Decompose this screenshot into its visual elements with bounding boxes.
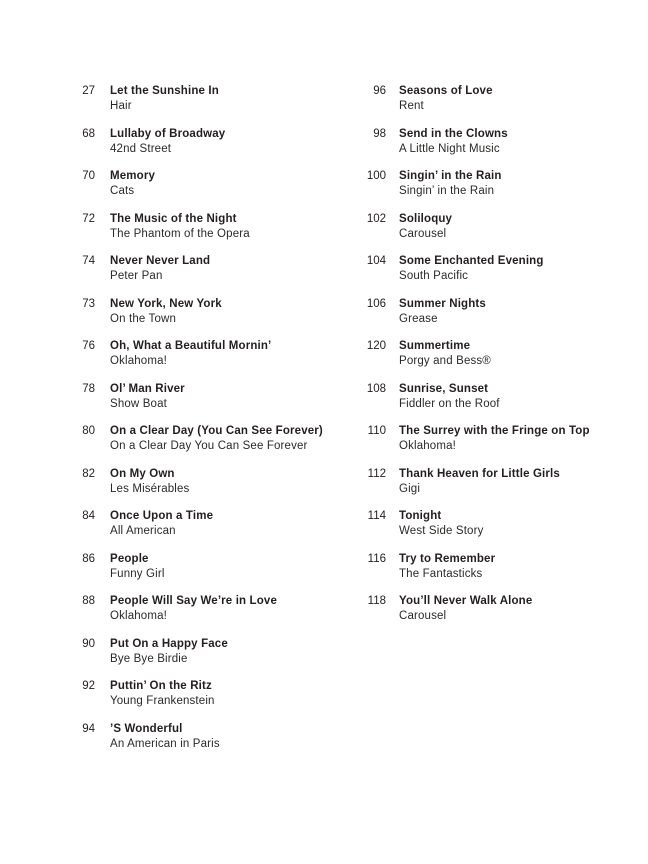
toc-entry — [57, 679, 340, 709]
entry-page-number: 118 — [367, 595, 386, 607]
entry-show-name: Rent — [399, 100, 424, 112]
entry-page-number: 114 — [367, 510, 386, 522]
entry-show-name: Oklahoma! — [110, 610, 167, 622]
entry-show-name: Porgy and Bess® — [399, 355, 491, 367]
entry-song-title: Lullaby of Broadway — [110, 127, 226, 140]
entry-text — [399, 127, 508, 157]
toc-entry — [57, 254, 340, 284]
entry-text — [110, 637, 228, 667]
entry-text — [110, 594, 277, 624]
entry-page-number: 112 — [367, 467, 386, 480]
entry-page-number: 68 — [82, 127, 95, 140]
toc-entry — [57, 382, 340, 412]
entry-show-name: All American — [110, 525, 176, 537]
entry-text — [110, 254, 210, 284]
toc-entry — [57, 169, 340, 199]
entry-song-title: New York, New York — [110, 297, 222, 310]
toc-entry — [340, 552, 648, 582]
entry-show-name: Carousel — [399, 227, 447, 240]
entry-show-name: Oklahoma! — [110, 355, 167, 367]
entry-text — [399, 169, 502, 199]
entry-text — [399, 254, 544, 284]
entry-text — [399, 339, 491, 369]
entry-text — [399, 212, 452, 242]
entry-text — [110, 382, 185, 412]
entry-text — [110, 679, 215, 709]
entry-text — [399, 594, 532, 624]
entry-song-title: The Music of the Night — [110, 212, 237, 225]
toc-entry — [57, 552, 340, 582]
entry-show-name: Hair — [110, 100, 132, 112]
entry-text — [110, 339, 271, 369]
entry-page-number: 104 — [366, 255, 386, 267]
entry-song-title: ’S Wonderful — [110, 722, 183, 735]
entry-song-title: Summer Nights — [399, 297, 486, 310]
entry-song-title: Summertime — [399, 340, 471, 352]
entry-show-name: Carousel — [399, 610, 447, 622]
entry-page-number: 74 — [82, 255, 95, 267]
entry-show-name: The Fantasticks — [399, 567, 483, 580]
entry-text — [110, 127, 225, 157]
entry-text — [399, 509, 484, 539]
entry-show-name: A Little Night Music — [399, 142, 500, 155]
entry-page-number: 98 — [373, 127, 386, 140]
toc-entry — [57, 509, 340, 539]
entry-song-title: Once Upon a Time — [110, 510, 214, 522]
entry-song-title: Let the Sunshine In — [110, 85, 219, 97]
toc-entry — [340, 509, 648, 539]
toc-entry — [57, 339, 340, 369]
entry-page-number: 90 — [82, 637, 95, 650]
entry-text — [399, 467, 560, 497]
entry-show-name: Bye Bye Birdie — [110, 652, 188, 665]
entry-show-name: Peter Pan — [110, 270, 163, 282]
entry-song-title: Soliloquy — [399, 212, 453, 225]
entry-text — [110, 509, 213, 539]
entry-text — [399, 84, 493, 114]
entry-page-number: 84 — [82, 510, 95, 522]
entry-song-title: Memory — [110, 170, 155, 182]
entry-page-number: 92 — [82, 680, 95, 692]
entry-text — [110, 722, 220, 752]
toc-entry — [57, 722, 340, 752]
entry-page-number: 94 — [82, 722, 95, 735]
toc-entry — [57, 297, 340, 327]
entry-show-name: Funny Girl — [110, 567, 165, 580]
toc-entry — [340, 169, 648, 199]
entry-page-number: 120 — [366, 340, 386, 352]
entry-page-number: 96 — [373, 85, 386, 97]
entry-text — [399, 552, 495, 582]
toc-entry — [57, 424, 340, 454]
entry-song-title: Singin’ in the Rain — [399, 170, 502, 182]
entry-song-title: Oh, What a Beautiful Mornin’ — [110, 340, 272, 352]
entry-text — [399, 297, 486, 327]
toc-entry — [340, 84, 648, 114]
entry-show-name: Young Frankenstein — [110, 695, 215, 707]
entry-show-name: Grease — [399, 312, 438, 325]
entry-song-title: Puttin’ On the Ritz — [110, 680, 212, 692]
entry-song-title: People — [110, 552, 149, 565]
entry-song-title: People Will Say We’re in Love — [110, 595, 278, 607]
entry-page-number: 72 — [82, 212, 95, 225]
entry-text — [399, 424, 590, 454]
entry-song-title: Ol’ Man River — [110, 382, 185, 395]
toc-entry — [340, 424, 648, 454]
entry-show-name: Gigi — [399, 482, 421, 495]
entry-page-number: 80 — [82, 425, 95, 437]
entry-song-title: On a Clear Day (You Can See Forever) — [110, 425, 323, 437]
entry-page-number: 27 — [82, 85, 95, 97]
toc-entry — [340, 594, 648, 624]
entry-text — [110, 424, 323, 454]
toc-entry — [340, 467, 648, 497]
entry-song-title: Sunrise, Sunset — [399, 382, 489, 395]
toc-entry — [340, 339, 648, 369]
entry-page-number: 86 — [82, 552, 95, 565]
entry-page-number: 100 — [366, 170, 386, 182]
entry-page-number: 70 — [82, 170, 95, 182]
toc-entry — [340, 212, 648, 242]
toc-entry — [57, 84, 340, 114]
entry-song-title: Try to Remember — [399, 552, 496, 565]
toc-entry — [57, 637, 340, 667]
entry-show-name: Cats — [110, 185, 135, 197]
entry-text — [110, 552, 165, 582]
entry-page-number: 82 — [82, 467, 95, 480]
entry-text — [110, 297, 222, 327]
entry-song-title: Never Never Land — [110, 255, 211, 267]
toc-entry — [57, 127, 340, 157]
entry-page-number: 116 — [367, 552, 386, 565]
entry-page-number: 88 — [82, 595, 95, 607]
toc-entry — [340, 297, 648, 327]
entry-show-name: Les Misérables — [110, 482, 190, 495]
entry-text — [110, 467, 189, 497]
entry-page-number: 110 — [367, 425, 386, 437]
entry-show-name: South Pacific — [399, 270, 469, 282]
entry-song-title: You’ll Never Walk Alone — [399, 595, 533, 607]
toc-entry — [340, 127, 648, 157]
entry-show-name: West Side Story — [399, 525, 484, 537]
entry-show-name: Show Boat — [110, 397, 167, 410]
entry-text — [399, 382, 500, 412]
toc-entry — [57, 594, 340, 624]
toc-column-left — [0, 84, 340, 864]
entry-song-title: Tonight — [399, 510, 442, 522]
entry-song-title: Some Enchanted Evening — [399, 255, 544, 267]
entry-text — [110, 169, 155, 199]
entry-song-title: Thank Heaven for Little Girls — [399, 467, 560, 480]
entry-show-name: Oklahoma! — [399, 440, 456, 452]
toc-entry — [57, 467, 340, 497]
entry-page-number: 73 — [82, 297, 95, 310]
toc-entry — [340, 254, 648, 284]
entry-song-title: The Surrey with the Fringe on Top — [399, 425, 590, 437]
entry-show-name: On a Clear Day You Can See Forever — [110, 440, 308, 452]
entry-show-name: Singin’ in the Rain — [399, 185, 495, 197]
toc-column-right — [340, 84, 648, 864]
entry-show-name: An American in Paris — [110, 737, 220, 750]
entry-song-title: On My Own — [110, 467, 175, 480]
entry-page-number: 78 — [82, 382, 95, 395]
entry-song-title: Put On a Happy Face — [110, 637, 228, 650]
entry-page-number: 106 — [366, 297, 386, 310]
entry-show-name: Fiddler on the Roof — [399, 397, 500, 410]
entry-show-name: 42nd Street — [110, 142, 172, 155]
toc-entry — [340, 382, 648, 412]
entry-show-name: On the Town — [110, 312, 177, 325]
entry-page-number: 102 — [366, 212, 386, 225]
entry-page-number: 108 — [366, 382, 386, 395]
toc-entry — [57, 212, 340, 242]
entry-show-name: The Phantom of the Opera — [110, 227, 250, 240]
entry-text — [110, 212, 250, 242]
entry-text — [110, 84, 219, 114]
entry-song-title: Seasons of Love — [399, 85, 493, 97]
entry-page-number: 76 — [82, 340, 95, 352]
entry-song-title: Send in the Clowns — [399, 127, 508, 140]
